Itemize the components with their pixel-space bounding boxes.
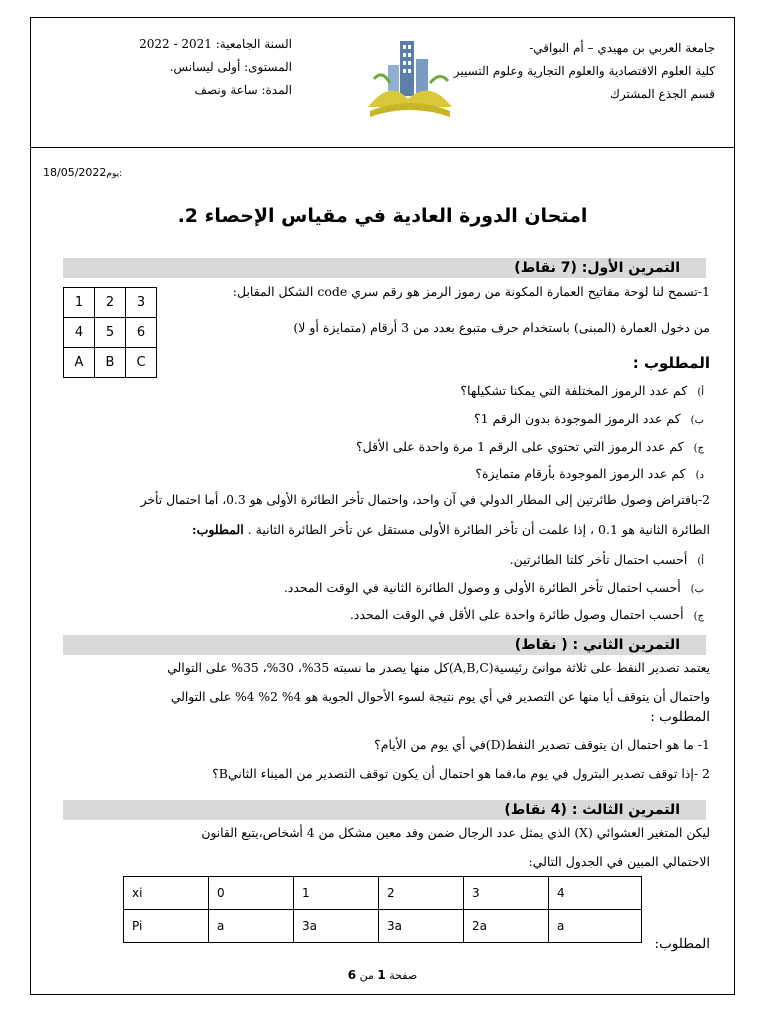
exercise2-q2: 2 -إذا توقف تصدير البترول في يوم ما،فما هو احتمال أن يكون توقف التصدير من الميناء الثانيB؟	[212, 766, 710, 781]
table-row	[124, 910, 642, 943]
exam-info-block	[122, 33, 292, 102]
faculty-name: كلية العلوم الاقتصادية والعلوم التجارية وعلوم التسيير	[453, 64, 715, 78]
university-logo	[360, 39, 460, 129]
item-mark: أ)	[697, 387, 704, 398]
keypad-cell: C	[126, 348, 157, 378]
item-mark: ب)	[690, 584, 704, 595]
exercise2-required: المطلوب :	[650, 709, 710, 725]
footer-page: 1	[377, 968, 386, 982]
keypad-cell: 4	[64, 318, 95, 348]
keypad-cell: 2	[95, 288, 126, 318]
list-item	[474, 411, 704, 426]
duration: المدة: ساعة ونصف	[194, 83, 292, 97]
list-item	[284, 580, 704, 595]
table-cell: 0	[209, 877, 294, 910]
table-cell: a	[549, 910, 642, 943]
item-mark: ج)	[693, 443, 704, 454]
item-mark: د)	[695, 470, 704, 481]
table-cell: Pi	[124, 910, 209, 943]
exercise3-required: المطلوب:	[654, 936, 710, 952]
academic-year: السنة الجامعية: 2021 - 2022	[139, 37, 292, 51]
exercise1-q1-line1: 1-تسمح لنا لوحة مفاتيح العمارة المكونة من رموز الرمز هو رقم سري code الشكل المقابل:	[232, 284, 710, 299]
q2-required: المطلوب:	[191, 522, 244, 537]
list-item	[460, 383, 704, 398]
keypad-cell: A	[64, 348, 95, 378]
exercise1-q2-line1: 2-بافتراض وصول طائرتين إلى المطار الدولي في آن واحد، واحتمال تأخر الطائرة الأولى هو 0.3، أما احتمال تأخر	[140, 493, 710, 507]
exercise1-required: المطلوب :	[632, 354, 710, 372]
exam-title: امتحان الدورة العادية في مقياس الإحصاء 2.	[177, 205, 588, 227]
item-text: كم عدد الرموز التي تحتوي على الرقم 1 مرة واحدة على الأقل؟	[356, 439, 684, 454]
exercise3-line2: الاحتمالي المبين في الجدول التالي:	[528, 854, 710, 869]
university-name: جامعة العربي بن مهيدي – أم البواقي-	[529, 41, 715, 55]
exercise3-heading: التمرين الثالث : (4 نقاط)	[63, 800, 706, 820]
footer-of: من	[359, 969, 374, 982]
date-value: 18/05/2022	[43, 166, 107, 179]
keypad-cell: B	[95, 348, 126, 378]
table-cell: a	[209, 910, 294, 943]
exercise1-q2-line2	[192, 522, 710, 537]
exercise1-q1-line2: من دخول العمارة (المبنى) باستخدام حرف متبوع بعدد من 3 أرقام (متمايزة أو لا)	[293, 320, 710, 335]
exercise2-q1: 1- ما هو احتمال ان يتوقف تصدير النفط(D)في أي يوم من الأيام؟	[374, 737, 710, 752]
item-text: كم عدد الرموز الموجودة بدون الرقم 1؟	[474, 411, 681, 426]
table-cell: 2	[379, 877, 464, 910]
q2-text: الطائرة الثانية هو 0.1 ، إذا علمت أن تأخر الطائرة الأولى مستقل عن تأخر الطائرة الثانية .	[247, 522, 710, 537]
exercise2-line1: يعتمد تصدير النفط على ثلاثة موانئ رئيسية(A,B,C)كل منها يصدر ما نسبته 35%، 30%، 35% على التوالي	[167, 661, 710, 675]
header	[30, 17, 735, 148]
keypad-cell: 5	[95, 318, 126, 348]
item-text: أحسب احتمال تأخر كلتا الطائرتين.	[509, 552, 688, 567]
table-cell: xi	[124, 877, 209, 910]
page-footer	[30, 968, 735, 982]
exercise2-line2: واحتمال أن يتوقف أيا منها عن التصدير في أي يوم نتيجة لسوء الأحوال الجوية هو 4% 2% 4% على التوالي	[170, 690, 710, 704]
exercise3-line1: ليكن المتغير العشوائي (X) الذي يمثل عدد الرجال ضمن وفد معين مشكل من 4 أشخاص،يتبع القانون	[201, 826, 710, 840]
keypad-cell: 3	[126, 288, 157, 318]
date-label: يوم:	[106, 169, 123, 179]
exercise2-heading: التمرين الثاني : ( نقاط)	[63, 635, 706, 655]
list-item	[350, 607, 704, 622]
table-cell: 4	[549, 877, 642, 910]
list-item	[356, 439, 704, 454]
institution-block	[454, 37, 715, 106]
table-cell: 3a	[379, 910, 464, 943]
keypad-table	[63, 287, 157, 378]
footer-total: 6	[347, 968, 357, 982]
keypad-cell: 1	[64, 288, 95, 318]
keypad-cell: 6	[126, 318, 157, 348]
level: المستوى: أولى ليسانس.	[169, 60, 292, 74]
department-name: قسم الجذع المشترك	[609, 87, 715, 101]
list-item	[510, 552, 704, 567]
item-text: كم عدد الرموز الموجودة بأرقام متمايزة؟	[475, 466, 686, 481]
item-text: أحسب احتمال تأخر الطائرة الأولى و وصول الطائرة الثانية في الوقت المحدد.	[283, 580, 681, 595]
item-mark: أ)	[697, 556, 704, 567]
item-text: أحسب احتمال وصول طائرة واحدة على الأقل في الوقت المحدد.	[349, 607, 684, 622]
exercise1-heading: التمرين الأول: (7 نقاط)	[63, 258, 706, 278]
table-cell: 3	[464, 877, 549, 910]
item-mark: ج)	[693, 611, 704, 622]
table-row	[124, 877, 642, 910]
list-item	[475, 466, 704, 481]
table-cell: 1	[294, 877, 379, 910]
table-cell: 2a	[464, 910, 549, 943]
item-mark: ب)	[690, 415, 704, 426]
item-text: كم عدد الرموز المختلفة التي يمكنا تشكيلها؟	[460, 383, 688, 398]
exam-date	[43, 166, 122, 179]
footer-prefix: صفحة	[389, 969, 418, 982]
probability-table	[123, 876, 642, 943]
table-cell: 3a	[294, 910, 379, 943]
